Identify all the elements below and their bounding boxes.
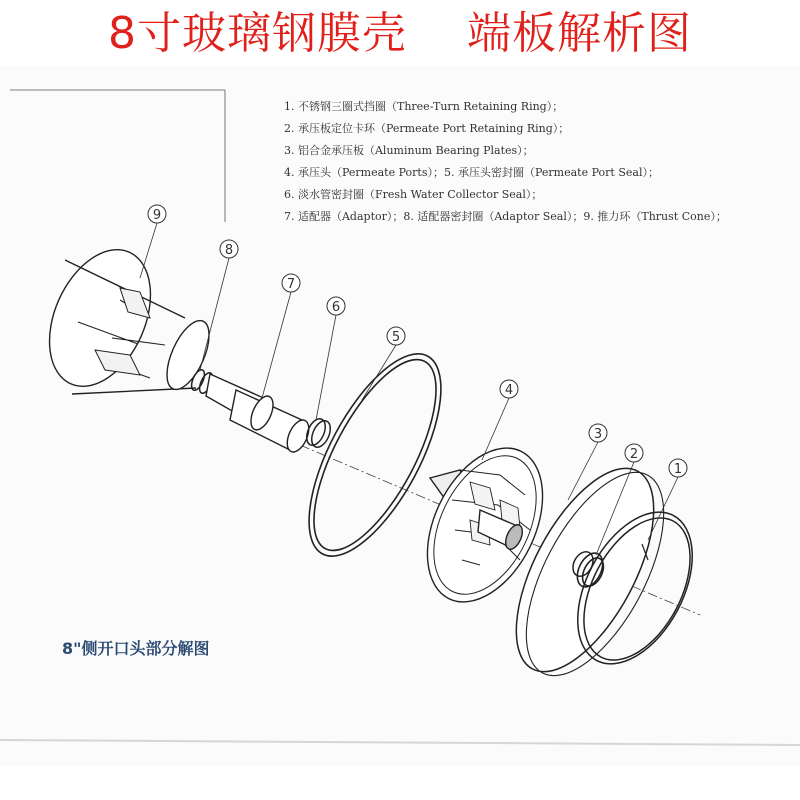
callout-7 (262, 274, 300, 398)
page-title: 8寸玻璃钢膜壳 端板解析图 (108, 8, 692, 59)
frame-bottom-line (0, 740, 800, 745)
legend-item: 2. 承压板定位卡环（Permeate Port Retaining Ring）； (284, 122, 570, 135)
svg-text:1: 1 (673, 462, 683, 477)
legend-item: 4. 承压头（Permeate Ports）；5. 承压头密封圈（Permeate Port Seal）； (284, 166, 659, 179)
thrust-cone (30, 234, 218, 402)
svg-text:5: 5 (391, 330, 401, 345)
svg-text:3: 3 (593, 427, 603, 442)
callout-5 (362, 327, 405, 400)
svg-text:6: 6 (331, 300, 341, 315)
svg-text:2: 2 (629, 447, 639, 462)
legend-item: 1. 不锈钢三圈式挡圈（Three-Turn Retaining Ring）； (284, 100, 564, 113)
callout-6 (316, 297, 345, 420)
svg-text:8: 8 (224, 243, 234, 258)
legend-item: 6. 淡水管密封圈（Fresh Water Collector Seal）； (284, 188, 543, 201)
legend-item: 7. 适配器（Adaptor）；8. 适配器密封圈（Adaptor Seal）；9. 推力环（Thrust Cone）； (284, 210, 727, 223)
svg-text:4: 4 (504, 383, 514, 398)
legend-item: 3. 铝合金承压板（Aluminum Bearing Plates）； (284, 144, 534, 157)
svg-text:9: 9 (152, 208, 162, 223)
adaptor (206, 374, 313, 455)
diagram-caption: 8"侧开口头部分解图 (62, 639, 210, 658)
parts-legend (284, 96, 800, 228)
svg-text:7: 7 (286, 277, 296, 292)
